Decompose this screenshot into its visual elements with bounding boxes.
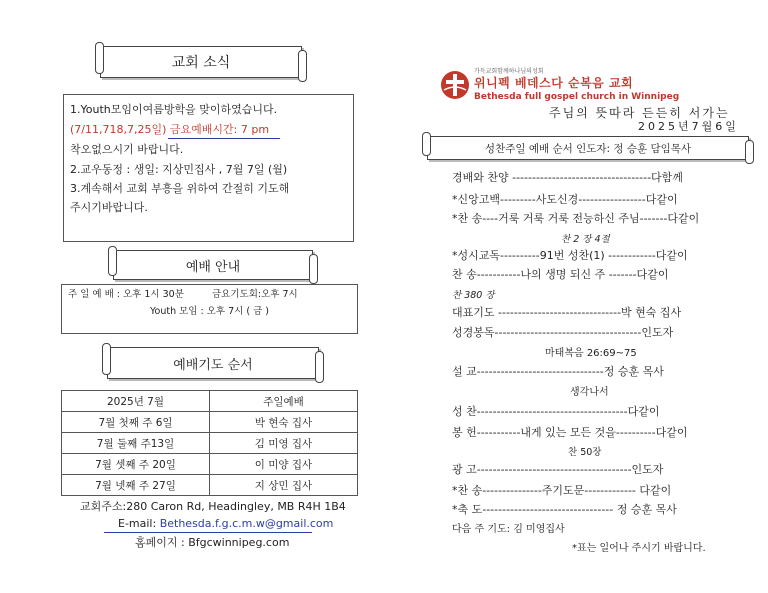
logo-korean-text: 위니펙 베데스다 순복음 교회 [474, 76, 634, 90]
order-hymn: 찬 2 장 4절 [561, 234, 610, 245]
order-hymn: 찬 380 장 [452, 290, 495, 301]
prayer-title: 예배기도 순서 [173, 357, 253, 373]
order-item: 성 찬--------------------------------------다같이 [452, 405, 660, 418]
order-scripture: 마태복음 26:69~75 [545, 348, 637, 359]
table-cell: 7월 넷째 주 27일 [62, 475, 210, 496]
logo-english-text: Bethesda full gospel church in Winnipeg [474, 92, 680, 102]
email-link[interactable]: Bethesda.f.g.c.m.w@gmail.com [159, 517, 334, 530]
church-address: 교회주소:280 Caron Rd, Headingley, MB R4H 1B4 [80, 500, 346, 513]
table-row [62, 475, 358, 496]
order-item: 설 교--------------------------------정 승훈 목사 [452, 365, 664, 378]
church-logo-icon [440, 70, 470, 100]
order-item: 봉 헌-----------내게 있는 모든 것을----------다같이 [452, 426, 688, 439]
order-item: 성경봉독-------------------------------------인도자 [452, 326, 674, 339]
worship-title-banner [113, 250, 313, 280]
table-row [62, 454, 358, 475]
news-line-6: 주시기바랍니다. [70, 201, 148, 214]
table-header-row [62, 391, 358, 412]
news-underline [168, 138, 280, 139]
table-cell: 지 상민 집사 [210, 475, 358, 496]
table-cell: 7월 셋째 주 20일 [62, 454, 210, 475]
standing-note: *표는 일어나 주시기 바랍니다. [572, 543, 706, 554]
worship-title: 예배 안내 [185, 259, 241, 275]
next-week-prayer: 다음 주 기도: 김 미영집사 [452, 524, 565, 535]
email-underline [104, 532, 312, 533]
table-cell: 7월 둘째 주13일 [62, 433, 210, 454]
email-line [118, 517, 333, 531]
news-line-2: (7/11,718,7,25일) 금요예배시간: 7 pm [70, 123, 270, 136]
email-label: E-mail: [118, 517, 160, 530]
table-header: 2025년 7월 [62, 391, 210, 412]
worship-friday: 금요기도회:오후 7시 [212, 289, 298, 300]
worship-sunday: 주 일 예 배 : 오후 1시 30분 [68, 289, 184, 300]
news-title-banner [100, 46, 302, 78]
order-item: 찬 송-----------나의 생명 되신 주 -------다같이 [452, 268, 669, 281]
table-row [62, 433, 358, 454]
table-cell: 박 현숙 집사 [210, 412, 358, 433]
order-hymn: 찬 50장 [568, 447, 602, 458]
prayer-title-banner [107, 347, 319, 379]
bulletin-date: 2025년7월6일 [638, 120, 739, 133]
church-logo [440, 70, 470, 100]
service-title-banner [427, 136, 749, 160]
news-line-4: 2.교우동정 : 생일: 지상민집사 , 7월 7일 (월) [70, 163, 288, 176]
service-title: 성찬주일 예배 순서 인도자: 정 승훈 담임목사 [484, 142, 692, 155]
news-line-3: 착오없으시기 바랍니다. [70, 143, 184, 156]
table-cell: 7월 첫째 주 6일 [62, 412, 210, 433]
table-cell: 이 미양 집사 [210, 454, 358, 475]
order-sermon-title: 생각나서 [570, 387, 609, 398]
order-item: 경배와 찬양 -----------------------------------다함께 [452, 171, 683, 184]
homepage: 홈페이지 : Bfgcwinnipeg.com [135, 536, 290, 549]
order-item: *찬 송---------------주기도문------------- 다같이 [452, 484, 672, 497]
order-item: *축 도--------------------------------- 정 승훈 목사 [452, 503, 677, 516]
motto: 주님의 뜻따라 든든히 서가는 [549, 106, 730, 120]
table-row [62, 412, 358, 433]
news-line-1: 1.Youth모임이여름방학을 맞이하였습니다. [70, 103, 278, 116]
order-item: 광 고---------------------------------------인도자 [452, 463, 664, 476]
worship-youth: Youth 모임 : 오후 7시 ( 금 ) [150, 306, 269, 317]
logo-small-text: 가득교회함께하나님의성회 [474, 68, 544, 75]
order-item: *성시교독----------91번 성찬(1) ------------다같이 [452, 249, 688, 262]
table-cell: 김 미영 집사 [210, 433, 358, 454]
news-line-5: 3.계속해서 교회 부흥을 위하여 간절히 기도해 [70, 182, 290, 195]
prayer-table [61, 390, 358, 496]
news-title: 교회 소식 [171, 55, 231, 71]
order-item: *신앙고백---------사도신경-----------------다같이 [452, 193, 678, 206]
order-item: 대표기도 -------------------------------박 현숙 집사 [452, 306, 682, 319]
table-header: 주일예배 [210, 391, 358, 412]
order-item: *찬 송----거룩 거룩 거룩 전능하신 주님-------다같이 [452, 212, 700, 225]
